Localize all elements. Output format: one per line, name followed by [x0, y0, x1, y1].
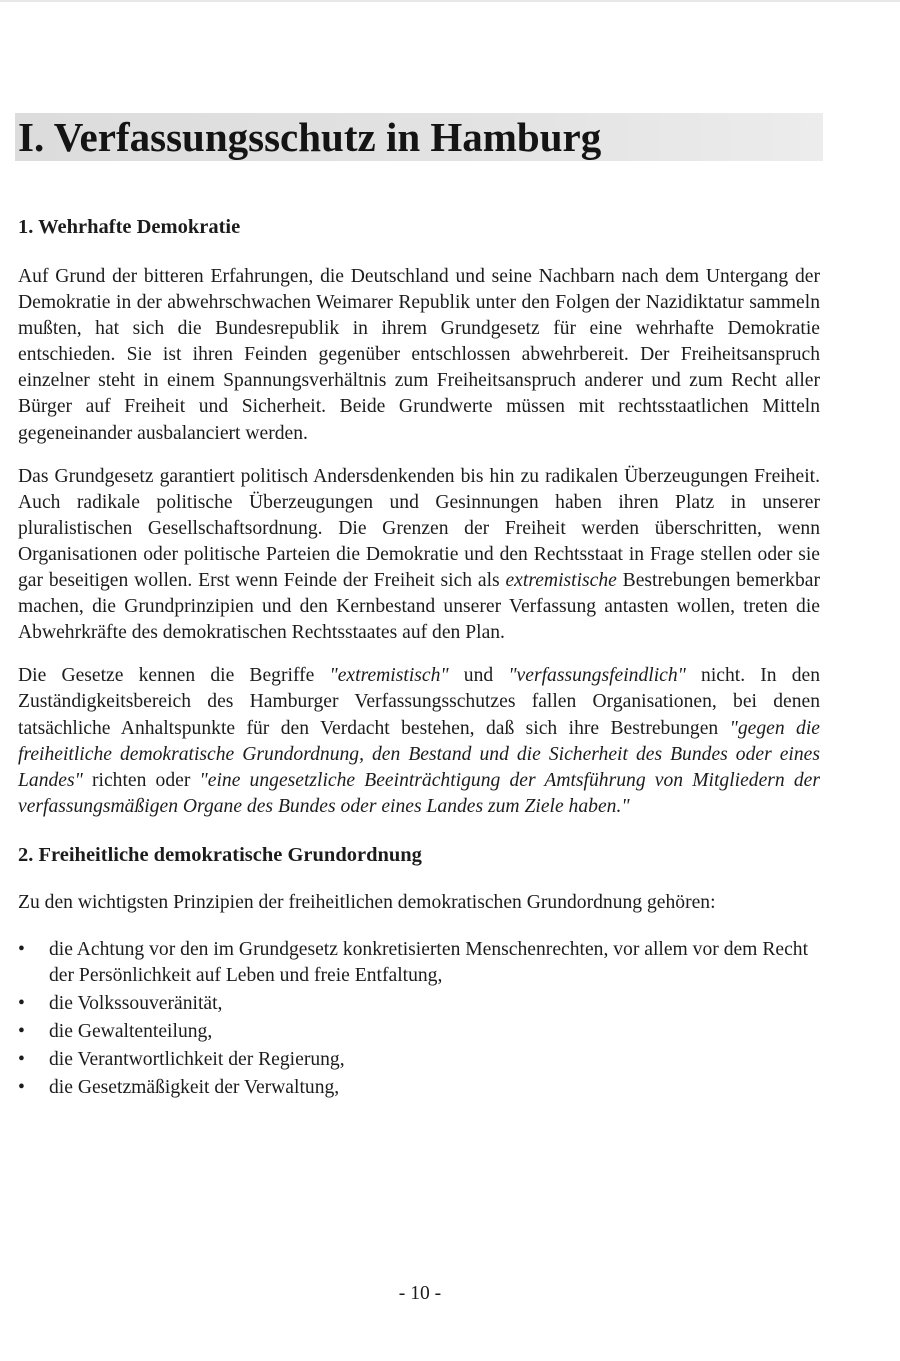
top-edge-rule — [0, 0, 900, 2]
paragraph-2-text-a: Das Grundgesetz garantiert politisch Andersdenkenden bis hin zu radikalen Überzeugungen Freiheit. Auch radikale politische Überzeugungen und Gesinnungen haben ihren Platz in unserer pluralistischen Gesellschaftsordnung. Die Grenzen der Freiheit werden überschritten, wenn Organisationen oder politische Parteien die Demokratie und den Rechtsstaat in Frage stellen oder sie gar beseitigen wollen. Erst wenn Feinde der Freiheit sich als — [18, 465, 820, 592]
bullet-icon: • — [18, 993, 25, 1015]
principles-list — [18, 937, 820, 1102]
paragraph-3-text-b: und — [448, 665, 509, 687]
section-2-intro: Zu den wichtigsten Prinzipien der freiheitlichen demokratischen Grundordnung gehören: — [18, 891, 716, 913]
document-body — [18, 212, 820, 1104]
section-heading-grundordnung: 2. Freiheitliche demokratische Grundordnung — [18, 843, 422, 866]
page-number: - 10 - — [398, 1283, 442, 1304]
paragraph-3-emphasis-2: "verfassungsfeindlich" — [508, 665, 686, 687]
list-item-text: die Verantwortlichkeit der Regierung, — [49, 1049, 345, 1071]
list-item — [18, 1075, 820, 1101]
list-item-text: die Volkssouveränität, — [49, 993, 223, 1015]
page-title: I. Verfassungsschutz in Hamburg — [18, 114, 602, 160]
list-item-text: die Gewaltenteilung, — [49, 1021, 213, 1043]
paragraph-3-emphasis-1: "extremistisch" — [329, 665, 449, 687]
list-item — [18, 1047, 820, 1073]
paragraph-3-text-c: nicht. In den Zuständigkeitsbereich des Hamburger Verfassungsschutzes fallen Organisationen, bei denen tatsächliche Anhaltspunkte für den Verdacht bestehen, daß sich ihre Bestrebungen — [18, 665, 821, 739]
section-heading-wehrhafte-demokratie: 1. Wehrhafte Demokratie — [18, 216, 241, 238]
bullet-icon: • — [18, 1049, 25, 1071]
bullet-icon: • — [18, 1021, 25, 1043]
list-item-text: die Achtung vor den im Grundgesetz konkretisierten Menschenrechten, vor allem vor dem Recht der Persönlichkeit auf Leben und freie Entfaltung, — [49, 938, 809, 987]
paragraph-2 — [18, 464, 820, 647]
paragraph-2-emphasis: extremistische — [505, 570, 617, 592]
paragraph-3 — [18, 663, 820, 820]
bullet-icon: • — [18, 938, 25, 960]
paragraph-3-emphasis-3: "gegen die freiheitliche demokratische Grundordnung, den Bestand und die Sicherheit des Bundes oder eines Landes" — [18, 717, 820, 791]
paragraph-3-text-a: Die Gesetze kennen die Begriffe — [18, 665, 330, 687]
list-item-text: die Gesetzmäßigkeit der Verwaltung, — [49, 1077, 340, 1099]
list-item — [18, 1019, 820, 1045]
paragraph-3-text-d: richten oder — [82, 769, 200, 791]
bullet-icon: • — [18, 1077, 25, 1099]
list-item — [18, 991, 820, 1017]
paragraph-3-emphasis-4: "eine ungesetzliche Beeinträchtigung der Amtsführung von Mitgliedern der verfassungsmäßigen Organe des Bundes oder eines Landes zum Ziele haben." — [18, 769, 820, 817]
paragraph-2-text-b: Bestrebungen bemerkbar machen, die Grundprinzipien und den Kernbestand unserer Verfassung antasten wollen, treten die Abwehrkräfte des demokratischen Rechtsstaates auf den Plan. — [18, 570, 820, 644]
list-item — [18, 937, 820, 989]
paragraph-1: Auf Grund der bitteren Erfahrungen, die Deutschland und seine Nachbarn nach dem Untergang der Demokratie in der abwehrschwachen Weimarer Republik unter den Folgen der Nazidiktatur sammeln mußten, hat sich die Bundesrepublik in ihrem Grundgesetz für eine wehrhafte Demokratie entschieden. Sie ist ihren Feinden gegenüber entschlossen abwehrbereit. Der Freiheitsanspruch einzelner steht in einem Spannungsverhältnis zum Freiheitsanspruch anderer und zum Recht aller Bürger auf Freiheit und Sicherheit. Beide Grundwerte müssen mit rechtsstaatlichen Mitteln gegeneinander ausbalanciert werden. — [18, 266, 820, 444]
